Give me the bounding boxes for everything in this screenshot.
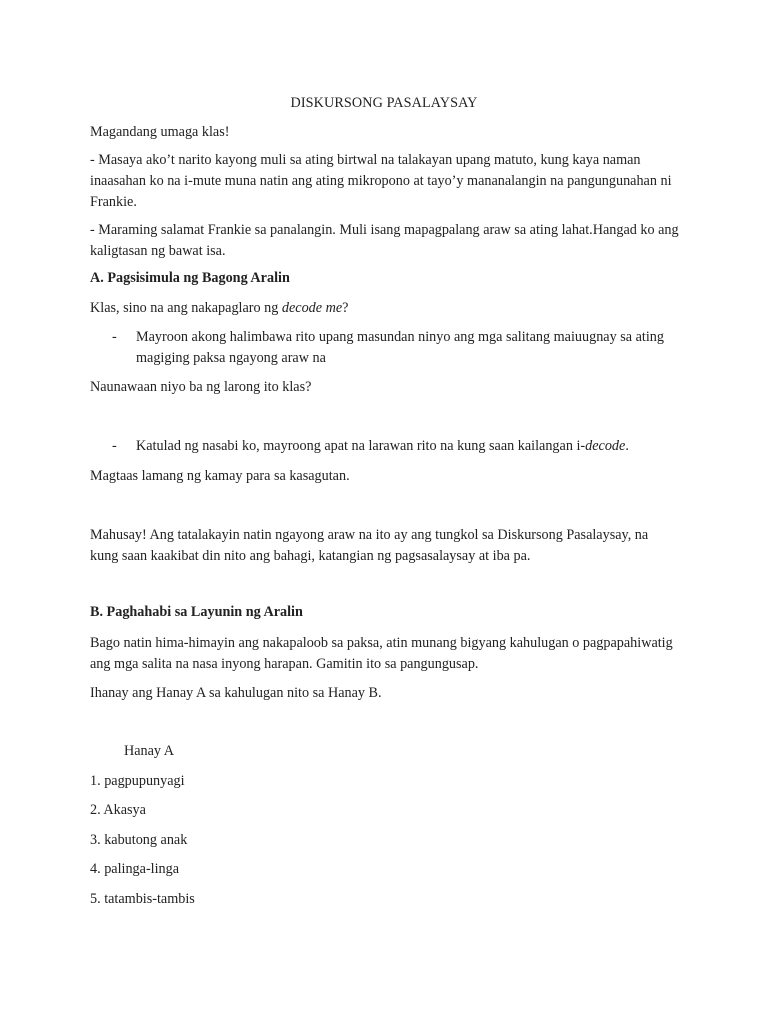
- bullet-decode-end: .: [625, 438, 629, 454]
- bullet-decode-text: [136, 436, 680, 457]
- section-a-heading: A. Pagsisimula ng Bagong Aralin: [90, 270, 290, 286]
- bullet-dash: -: [112, 438, 117, 454]
- opening-paragraph: - Masaya ako’t narito kayong muli sa ating birtwal na talakayan upang matuto, kung kaya naman inaasahan ko na i-mute muna natin ang ating mikropono at tayo’y mananalangin na pangungunahan ni Frankie.: [90, 152, 672, 210]
- raise-hand-text: Magtaas lamang ng kamay para sa kasagutan.: [90, 468, 350, 484]
- bullet-example-text: Mayroon akong halimbawa rito upang masundan ninyo ang mga salitang maiuugnay sa ating magiging paksa ngayong araw na: [136, 329, 664, 366]
- bullet-dash: -: [112, 329, 117, 345]
- greeting-text: Magandang umaga klas!: [90, 124, 230, 140]
- list-item: 2. Akasya: [90, 802, 146, 818]
- thanks-paragraph: - Maraming salamat Frankie sa panalangin. Muli isang mapagpalang araw sa ating lahat.Hangad ko ang kaligtasan ng bawat isa.: [90, 222, 679, 259]
- document-title: DISKURSONG PASALAYSAY: [290, 95, 478, 111]
- bullet-decode-start: Katulad ng nasabi ko, mayroong apat na larawan rito na kung saan kailangan i-: [136, 438, 586, 454]
- matching-instruction: Ihanay ang Hanay A sa kahulugan nito sa Hanay B.: [90, 685, 382, 701]
- decode-question-end: ?: [342, 300, 349, 316]
- decode-question: [90, 298, 680, 319]
- bullet-decode-italic: decode: [585, 438, 626, 454]
- section-b-heading: B. Paghahabi sa Layunin ng Aralin: [90, 604, 303, 620]
- list-item: 4. palinga-linga: [90, 861, 180, 877]
- decode-question-start: Klas, sino na ang nakapaglaro ng: [90, 300, 282, 316]
- decode-question-italic: decode me: [281, 300, 343, 316]
- column-a-label: Hanay A: [124, 743, 175, 759]
- understood-question: Naunawaan niyo ba ng larong ito klas?: [90, 379, 312, 395]
- list-item: 1. pagpupunyagi: [90, 773, 185, 789]
- list-item: 3. kabutong anak: [90, 832, 188, 848]
- lesson-intro-paragraph: Mahusay! Ang tatalakayin natin ngayong araw na ito ay ang tungkol sa Diskursong Pasalaysay, na kung saan kaakibat din nito ang bahagi, katangian ng pagsasalaysay at iba pa.: [90, 527, 649, 564]
- section-b-intro: Bago natin hima-himayin ang nakapaloob sa paksa, atin munang bigyang kahulugan o pagpapahiwatig ang mga salita na nasa inyong harapan. Gamitin ito sa pangungusap.: [90, 635, 673, 672]
- list-item: 5. tatambis-tambis: [90, 891, 195, 907]
